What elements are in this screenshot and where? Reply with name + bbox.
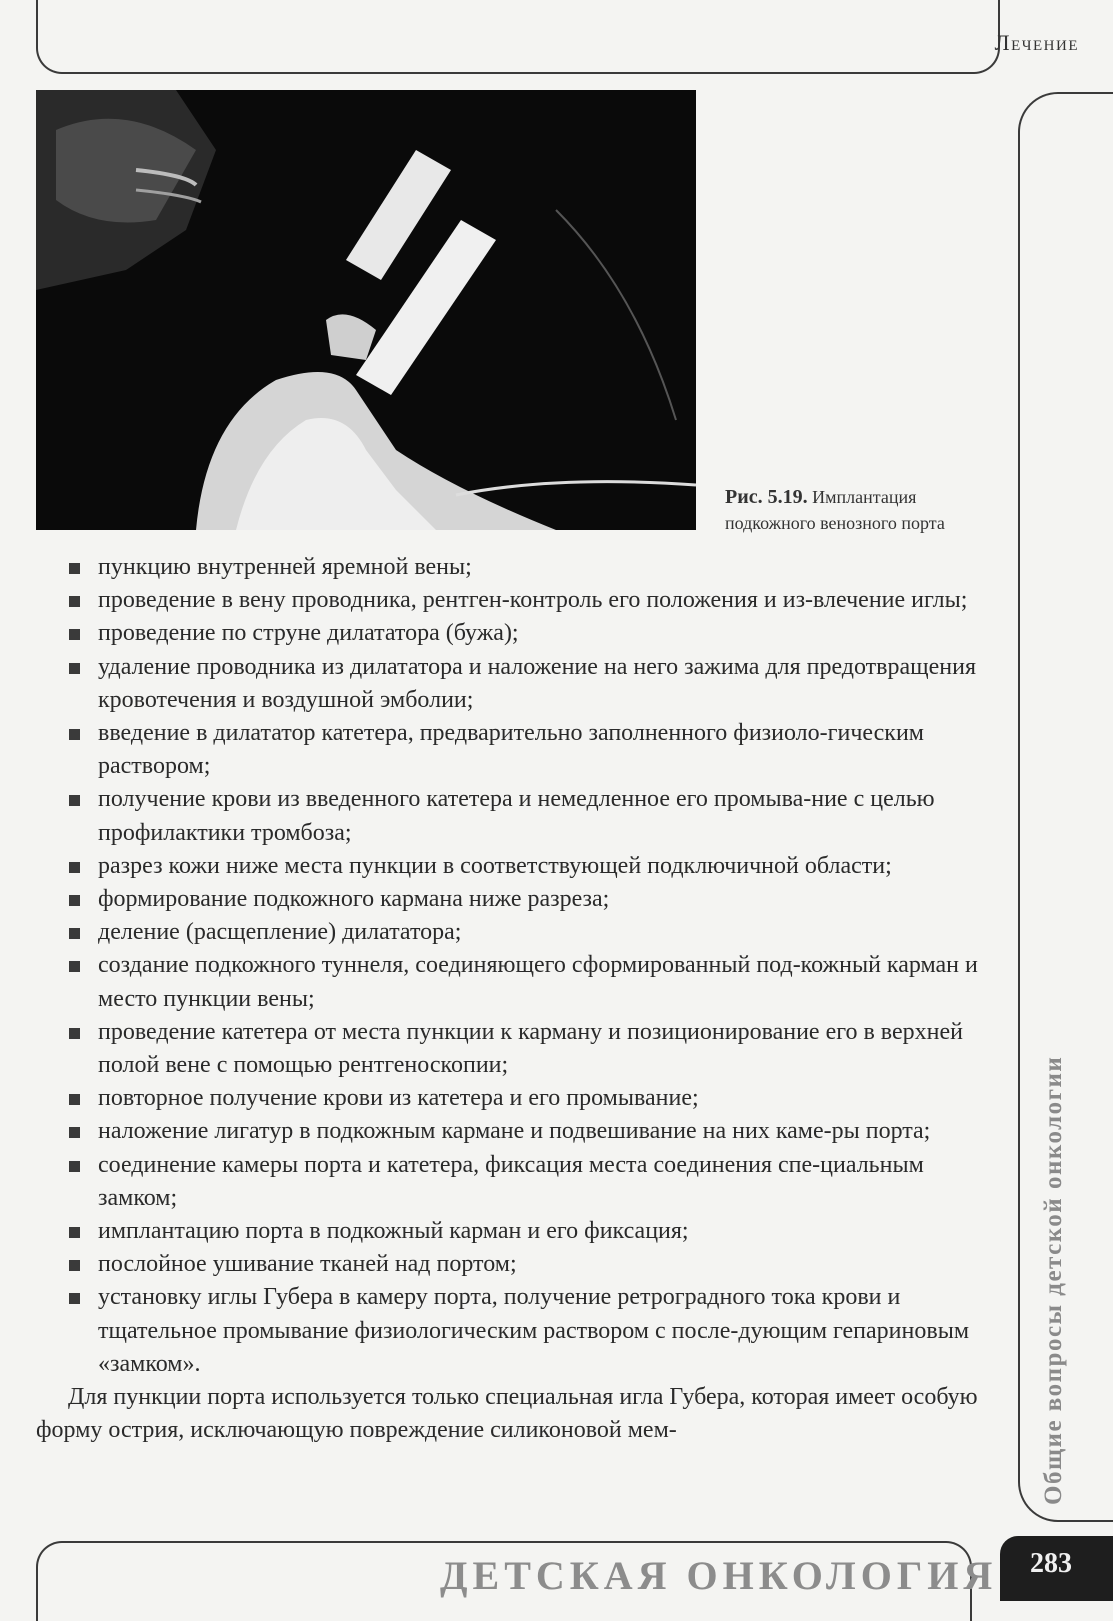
body-paragraph: Для пункции порта используется только специальная игла Губера, которая имеет особую форму острия, исключающую повреждение силиконовой мем- [36,1384,978,1444]
list-item [36,949,1004,1015]
list-item [36,1215,1004,1248]
list-item-text: введение в дилататор катетера, предварительно заполненного физиоло-гическим раствором; [98,720,924,780]
list-item-text: удаление проводника из дилататора и наложение на него зажима для предотвращения кровотечения и воздушной эмболии; [98,653,977,713]
list-item [36,916,1004,949]
list-item-text: соединение камеры порта и катетера, фиксация места соединения спе-циальным замком; [98,1151,924,1211]
figure-caption [725,484,995,536]
page-number: 283 [1030,1548,1072,1579]
list-item [36,617,1004,650]
list-item-text: получение крови из введенного катетера и немедленное его промыва-ние с целью профилактики тромбоза; [98,786,935,846]
list-item-text: пункцию внутренней яремной вены; [98,554,472,580]
list-item-text: проведение по струне дилататора (бужа); [98,620,519,647]
header-frame [36,0,1000,74]
square-bullet-icon [69,596,80,607]
footer-book-title: ДЕТСКАЯ ОНКОЛОГИЯ [440,1553,998,1598]
list-item [36,651,1004,717]
square-bullet-icon [69,629,80,640]
list-item-text: наложение лигатур в подкожным кармане и подвешивание на них каме-ры порта; [98,1118,931,1145]
list-item [36,1149,1004,1215]
list-item [36,551,1004,584]
list-item [36,1016,1004,1082]
side-section-label: Общие вопросы детской онкологии [1040,1055,1067,1505]
list-item-text: послойное ушивание тканей над портом; [98,1251,517,1278]
list-item [36,783,1004,849]
figure-caption-text: Имплантация подкожного венозного порта [725,487,945,533]
list-item [36,1248,1004,1281]
square-bullet-icon [69,729,80,740]
list-item [36,1082,1004,1115]
list-item [36,584,1004,617]
figure-photo [36,90,696,530]
square-bullet-icon [69,563,80,574]
list-item [36,883,1004,916]
square-bullet-icon [69,1127,80,1138]
square-bullet-icon [69,1260,80,1271]
list-item-text: повторное получение крови из катетера и его промывание; [98,1085,699,1112]
list-item-text: установку иглы Губера в камеру порта, получение ретроградного тока крови и тщательное промывание физиологическим раствором с после-дующим гепариновым «замком». [98,1284,970,1377]
list-item-text: проведение в вену проводника, рентген-контроль его положения и из-влечение иглы; [98,587,968,614]
list-item [36,850,1004,883]
square-bullet-icon [69,1227,80,1238]
list-item [36,1281,1004,1381]
square-bullet-icon [69,795,80,806]
list-item-text: деление (расщепление) дилататора; [98,919,462,946]
square-bullet-icon [69,862,80,873]
list-item-text: формирование подкожного кармана ниже разреза; [98,886,610,913]
list-item [36,717,1004,783]
square-bullet-icon [69,895,80,906]
square-bullet-icon [69,961,80,972]
square-bullet-icon [69,1293,80,1304]
main-text [36,551,1004,1447]
list-item [36,1115,1004,1148]
running-head: Лечение [994,30,1079,55]
procedure-steps-list [36,551,1004,1381]
square-bullet-icon [69,1094,80,1105]
square-bullet-icon [69,1028,80,1039]
list-item-text: разрез кожи ниже места пункции в соответствующей подключичной области; [98,852,892,879]
square-bullet-icon [69,663,80,674]
square-bullet-icon [69,928,80,939]
list-item-text: проведение катетера от места пункции к карману и позиционирование его в верхней полой вене с помощью рентгеноскопии; [98,1018,963,1079]
square-bullet-icon [69,1161,80,1172]
figure-number: Рис. 5.19. [725,486,808,508]
list-item-text: имплантацию порта в подкожный карман и его фиксация; [98,1218,689,1245]
list-item-text: создание подкожного туннеля, соединяющего сформированный под-кожный карман и место пункции вены; [98,952,978,1012]
